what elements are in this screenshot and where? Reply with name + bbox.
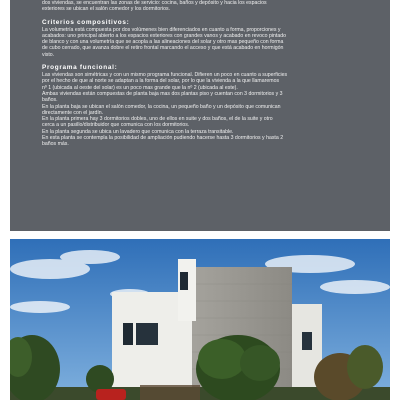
text-line: baños más.	[42, 141, 69, 148]
intro-line: dos viviendas, se encuentran las zonas de servicio: cocina, baños y depósito y hacia los espacios	[42, 0, 267, 6]
intro-line: exteriores se ubican el salón comedor y los dormitorios.	[42, 6, 171, 13]
section-heading-programa: Programa funcional:	[42, 64, 118, 72]
window	[180, 272, 188, 290]
text-panel	[10, 0, 390, 231]
section-heading-criterios: Criterios compositivos:	[42, 18, 130, 26]
paragraph-planta-primera	[42, 116, 382, 129]
window	[123, 323, 133, 345]
window	[136, 323, 158, 345]
text-line: directamente con el jardín.	[42, 109, 104, 116]
text-line: cerca a un pasillo/distribuidor que comunica con los dormitorios.	[42, 122, 190, 129]
text-line: Las viviendas son simétricas y con un mismo programa funcional. Difieren un poco en cuanto a superficies	[42, 72, 288, 79]
text-line: de blanco y con una volumetría que se acopla a las alineaciones del solar y otro mas pequeño con forma	[42, 39, 284, 46]
text-line: En la planta baja se ubican el salón comedor, la cocina, un pequeño baño y un depósito que comunican	[42, 103, 281, 110]
text-line: Ambas viviendas están compuestas de planta baja mas dos plantas piso y cuentan con 3 dormitorios y 3	[42, 90, 283, 97]
window	[302, 332, 312, 350]
paragraph-simetricas	[42, 72, 382, 91]
text-line: acabados: uno principal abierto a los espacios exteriores con grandes vanos y acabado en revoco pintado	[42, 32, 286, 39]
fence	[140, 385, 200, 400]
text-line: En la planta segunda se ubica un lavadero que comunica con la terraza transitable.	[42, 128, 234, 135]
paragraph-plantas	[42, 91, 382, 104]
text-line: En la planta primera hay 3 dormitorios dobles, uno de ellos en suite y dos baños, el de la suite y otro	[42, 116, 273, 123]
text-line: La volumetría está compuesta por dos volúmenes bien diferenciados en cuanto a forma, proporciones y	[42, 26, 281, 33]
paragraph-volumetria	[42, 27, 382, 58]
house-render-illustration	[10, 239, 390, 400]
text-line: baños.	[42, 97, 58, 104]
paragraph-ampliacion	[42, 135, 382, 148]
house-render-image	[10, 239, 390, 400]
text-line: nº 1 (ubicada al oeste del solar) es un poco mas grande que la nº 2 (ubicada al este).	[42, 84, 238, 91]
text-line: En esta planta se contempla la posibilidad de ampliación pudiendo hacerse hasta 3 dormitorios y hasta 2	[42, 135, 284, 142]
paragraph-planta-baja	[42, 104, 382, 117]
car	[96, 389, 126, 400]
text-line: visto.	[42, 51, 55, 58]
text-line: por el hecho de que al norte se adaptan a la forma del solar, por lo que la vivienda a la que llamaremos	[42, 78, 280, 85]
text-line: de cubo cerrado, que avanza dobre el retiro frontal marcando el acceso y que está acabado en hormigón	[42, 45, 284, 52]
intro-block	[42, 0, 382, 13]
